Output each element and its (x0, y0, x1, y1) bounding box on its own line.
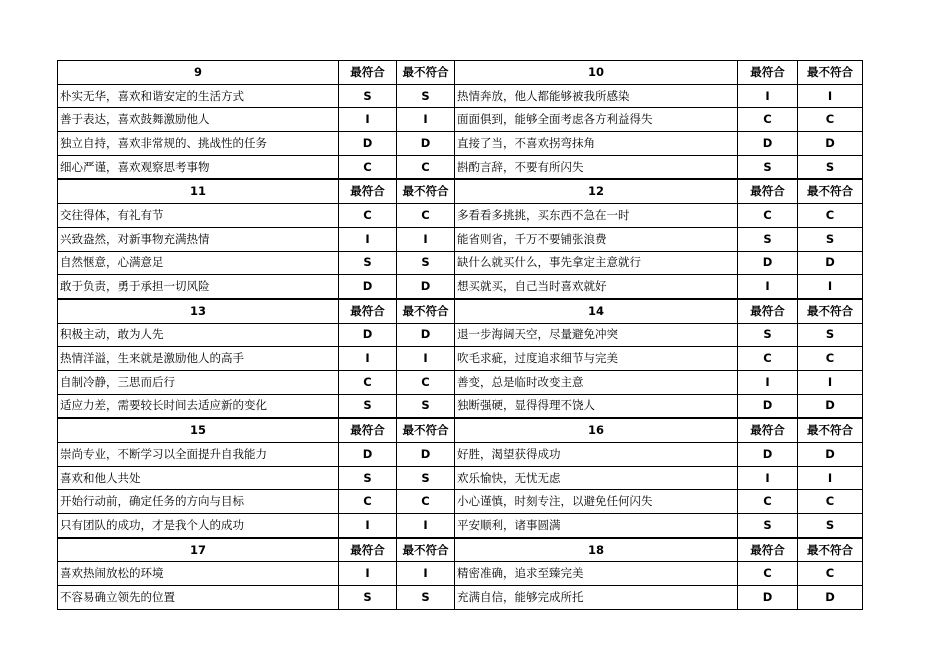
most-fit-code-left: C (339, 155, 397, 179)
least-fit-code-left: I (397, 108, 455, 132)
question-number-right: 18 (455, 538, 738, 562)
table-row (58, 155, 863, 179)
most-fit-code-left: I (339, 108, 397, 132)
most-fit-header: 最符合 (738, 179, 798, 203)
least-fit-code-right: C (798, 108, 863, 132)
disc-questionnaire-table (57, 60, 863, 610)
least-fit-code-right: S (798, 155, 863, 179)
least-fit-code-left: S (397, 394, 455, 418)
question-number-left: 9 (58, 61, 339, 85)
least-fit-code-right: I (798, 370, 863, 394)
least-fit-code-left: I (397, 347, 455, 371)
least-fit-code-left: S (397, 586, 455, 610)
statement-right: 独断强硬，显得得理不饶人 (455, 394, 738, 418)
least-fit-header: 最不符合 (798, 299, 863, 323)
least-fit-code-left: S (397, 466, 455, 490)
least-fit-code-left: I (397, 562, 455, 586)
table-row (58, 466, 863, 490)
most-fit-code-left: D (339, 443, 397, 467)
statement-left: 适应力差，需要较长时间去适应新的变化 (58, 394, 339, 418)
most-fit-code-left: C (339, 490, 397, 514)
statement-right: 精密准确，追求至臻完美 (455, 562, 738, 586)
table-row (58, 204, 863, 228)
statement-left: 只有团队的成功，才是我个人的成功 (58, 514, 339, 538)
table-row (58, 323, 863, 347)
most-fit-code-right: D (738, 132, 798, 156)
question-number-right: 12 (455, 179, 738, 203)
most-fit-header: 最符合 (339, 299, 397, 323)
least-fit-code-right: D (798, 251, 863, 275)
statement-right: 好胜，渴望获得成功 (455, 443, 738, 467)
most-fit-code-right: C (738, 562, 798, 586)
group-header-row (58, 179, 863, 203)
least-fit-header: 最不符合 (397, 418, 455, 442)
least-fit-code-right: C (798, 204, 863, 228)
least-fit-code-left: D (397, 132, 455, 156)
most-fit-code-right: C (738, 204, 798, 228)
statement-left: 细心严谨，喜欢观察思考事物 (58, 155, 339, 179)
table-row (58, 490, 863, 514)
least-fit-header: 最不符合 (397, 179, 455, 203)
most-fit-header: 最符合 (339, 418, 397, 442)
least-fit-code-right: C (798, 490, 863, 514)
least-fit-code-left: C (397, 204, 455, 228)
table-row (58, 514, 863, 538)
most-fit-code-right: S (738, 227, 798, 251)
most-fit-code-right: D (738, 586, 798, 610)
table-row (58, 275, 863, 299)
statement-left: 喜欢热闹放松的环境 (58, 562, 339, 586)
most-fit-code-right: D (738, 394, 798, 418)
most-fit-code-right: I (738, 466, 798, 490)
most-fit-code-right: S (738, 323, 798, 347)
most-fit-code-right: C (738, 347, 798, 371)
least-fit-code-left: S (397, 251, 455, 275)
table-row (58, 227, 863, 251)
most-fit-code-right: C (738, 108, 798, 132)
question-number-left: 17 (58, 538, 339, 562)
statement-right: 想买就买，自己当时喜欢就好 (455, 275, 738, 299)
statement-left: 敢于负责，勇于承担一切风险 (58, 275, 339, 299)
most-fit-code-right: S (738, 514, 798, 538)
statement-right: 缺什么就买什么，事先拿定主意就行 (455, 251, 738, 275)
most-fit-code-left: D (339, 275, 397, 299)
table-row (58, 251, 863, 275)
most-fit-code-left: C (339, 204, 397, 228)
most-fit-code-left: D (339, 323, 397, 347)
statement-right: 直接了当，不喜欢拐弯抹角 (455, 132, 738, 156)
most-fit-header: 最符合 (738, 418, 798, 442)
least-fit-code-right: D (798, 132, 863, 156)
most-fit-code-right: I (738, 275, 798, 299)
statement-right: 斟酌言辞，不要有所闪失 (455, 155, 738, 179)
least-fit-code-right: C (798, 562, 863, 586)
least-fit-code-right: C (798, 347, 863, 371)
least-fit-code-left: D (397, 275, 455, 299)
most-fit-header: 最符合 (339, 538, 397, 562)
least-fit-code-left: C (397, 155, 455, 179)
most-fit-code-left: S (339, 251, 397, 275)
table-row (58, 347, 863, 371)
statement-left: 积极主动，敢为人先 (58, 323, 339, 347)
least-fit-code-right: S (798, 323, 863, 347)
table-row (58, 562, 863, 586)
most-fit-code-left: S (339, 466, 397, 490)
least-fit-header: 最不符合 (397, 61, 455, 85)
least-fit-code-right: I (798, 275, 863, 299)
most-fit-header: 最符合 (339, 61, 397, 85)
table-row (58, 586, 863, 610)
statement-right: 充满自信，能够完成所托 (455, 586, 738, 610)
statement-left: 崇尚专业，不断学习以全面提升自我能力 (58, 443, 339, 467)
statement-left: 善于表达，喜欢鼓舞激励他人 (58, 108, 339, 132)
statement-left: 独立自持，喜欢非常规的、挑战性的任务 (58, 132, 339, 156)
most-fit-code-left: S (339, 586, 397, 610)
statement-left: 朴实无华，喜欢和谐安定的生活方式 (58, 84, 339, 108)
most-fit-code-right: D (738, 251, 798, 275)
statement-right: 能省则省，千万不要铺张浪费 (455, 227, 738, 251)
statement-left: 自然惬意，心满意足 (58, 251, 339, 275)
most-fit-code-left: I (339, 347, 397, 371)
most-fit-code-left: I (339, 514, 397, 538)
least-fit-code-right: D (798, 394, 863, 418)
statement-right: 欢乐愉快，无忧无虑 (455, 466, 738, 490)
table-row (58, 108, 863, 132)
statement-right: 小心谨慎，时刻专注，以避免任何闪失 (455, 490, 738, 514)
least-fit-code-left: C (397, 490, 455, 514)
most-fit-code-right: C (738, 490, 798, 514)
least-fit-header: 最不符合 (798, 418, 863, 442)
most-fit-code-right: I (738, 370, 798, 394)
least-fit-header: 最不符合 (798, 538, 863, 562)
question-number-left: 15 (58, 418, 339, 442)
least-fit-code-right: D (798, 443, 863, 467)
question-number-left: 13 (58, 299, 339, 323)
least-fit-code-right: D (798, 586, 863, 610)
most-fit-header: 最符合 (738, 299, 798, 323)
least-fit-code-left: S (397, 84, 455, 108)
question-number-right: 10 (455, 61, 738, 85)
statement-left: 交往得体，有礼有节 (58, 204, 339, 228)
statement-right: 多看看多挑挑，买东西不急在一时 (455, 204, 738, 228)
least-fit-code-right: S (798, 514, 863, 538)
least-fit-header: 最不符合 (397, 299, 455, 323)
least-fit-code-right: I (798, 466, 863, 490)
most-fit-code-left: D (339, 132, 397, 156)
statement-left: 喜欢和他人共处 (58, 466, 339, 490)
least-fit-code-right: S (798, 227, 863, 251)
most-fit-header: 最符合 (339, 179, 397, 203)
least-fit-header: 最不符合 (798, 61, 863, 85)
table-row (58, 443, 863, 467)
table-row (58, 84, 863, 108)
statement-left: 兴致盎然，对新事物充满热情 (58, 227, 339, 251)
table-body (58, 61, 863, 610)
least-fit-code-left: I (397, 514, 455, 538)
group-header-row (58, 538, 863, 562)
statement-right: 平安顺利，诸事圆满 (455, 514, 738, 538)
least-fit-code-right: I (798, 84, 863, 108)
group-header-row (58, 418, 863, 442)
group-header-row (58, 61, 863, 85)
statement-left: 开始行动前，确定任务的方向与目标 (58, 490, 339, 514)
least-fit-code-left: D (397, 443, 455, 467)
most-fit-code-left: I (339, 227, 397, 251)
most-fit-code-left: C (339, 370, 397, 394)
least-fit-code-left: D (397, 323, 455, 347)
most-fit-header: 最符合 (738, 61, 798, 85)
least-fit-header: 最不符合 (798, 179, 863, 203)
least-fit-code-left: I (397, 227, 455, 251)
question-number-right: 14 (455, 299, 738, 323)
question-number-right: 16 (455, 418, 738, 442)
least-fit-header: 最不符合 (397, 538, 455, 562)
statement-left: 不容易确立领先的位置 (58, 586, 339, 610)
most-fit-code-right: I (738, 84, 798, 108)
most-fit-code-right: D (738, 443, 798, 467)
statement-right: 面面俱到，能够全面考虑各方利益得失 (455, 108, 738, 132)
table-row (58, 132, 863, 156)
least-fit-code-left: C (397, 370, 455, 394)
most-fit-code-left: S (339, 394, 397, 418)
table-row (58, 370, 863, 394)
statement-right: 吹毛求疵，过度追求细节与完美 (455, 347, 738, 371)
group-header-row (58, 299, 863, 323)
statement-left: 热情洋溢，生来就是激励他人的高手 (58, 347, 339, 371)
most-fit-code-left: S (339, 84, 397, 108)
statement-right: 退一步海阔天空，尽量避免冲突 (455, 323, 738, 347)
statement-right: 热情奔放，他人都能够被我所感染 (455, 84, 738, 108)
most-fit-header: 最符合 (738, 538, 798, 562)
statement-left: 自制冷静，三思而后行 (58, 370, 339, 394)
most-fit-code-left: I (339, 562, 397, 586)
table-row (58, 394, 863, 418)
statement-right: 善变，总是临时改变主意 (455, 370, 738, 394)
question-number-left: 11 (58, 179, 339, 203)
most-fit-code-right: S (738, 155, 798, 179)
